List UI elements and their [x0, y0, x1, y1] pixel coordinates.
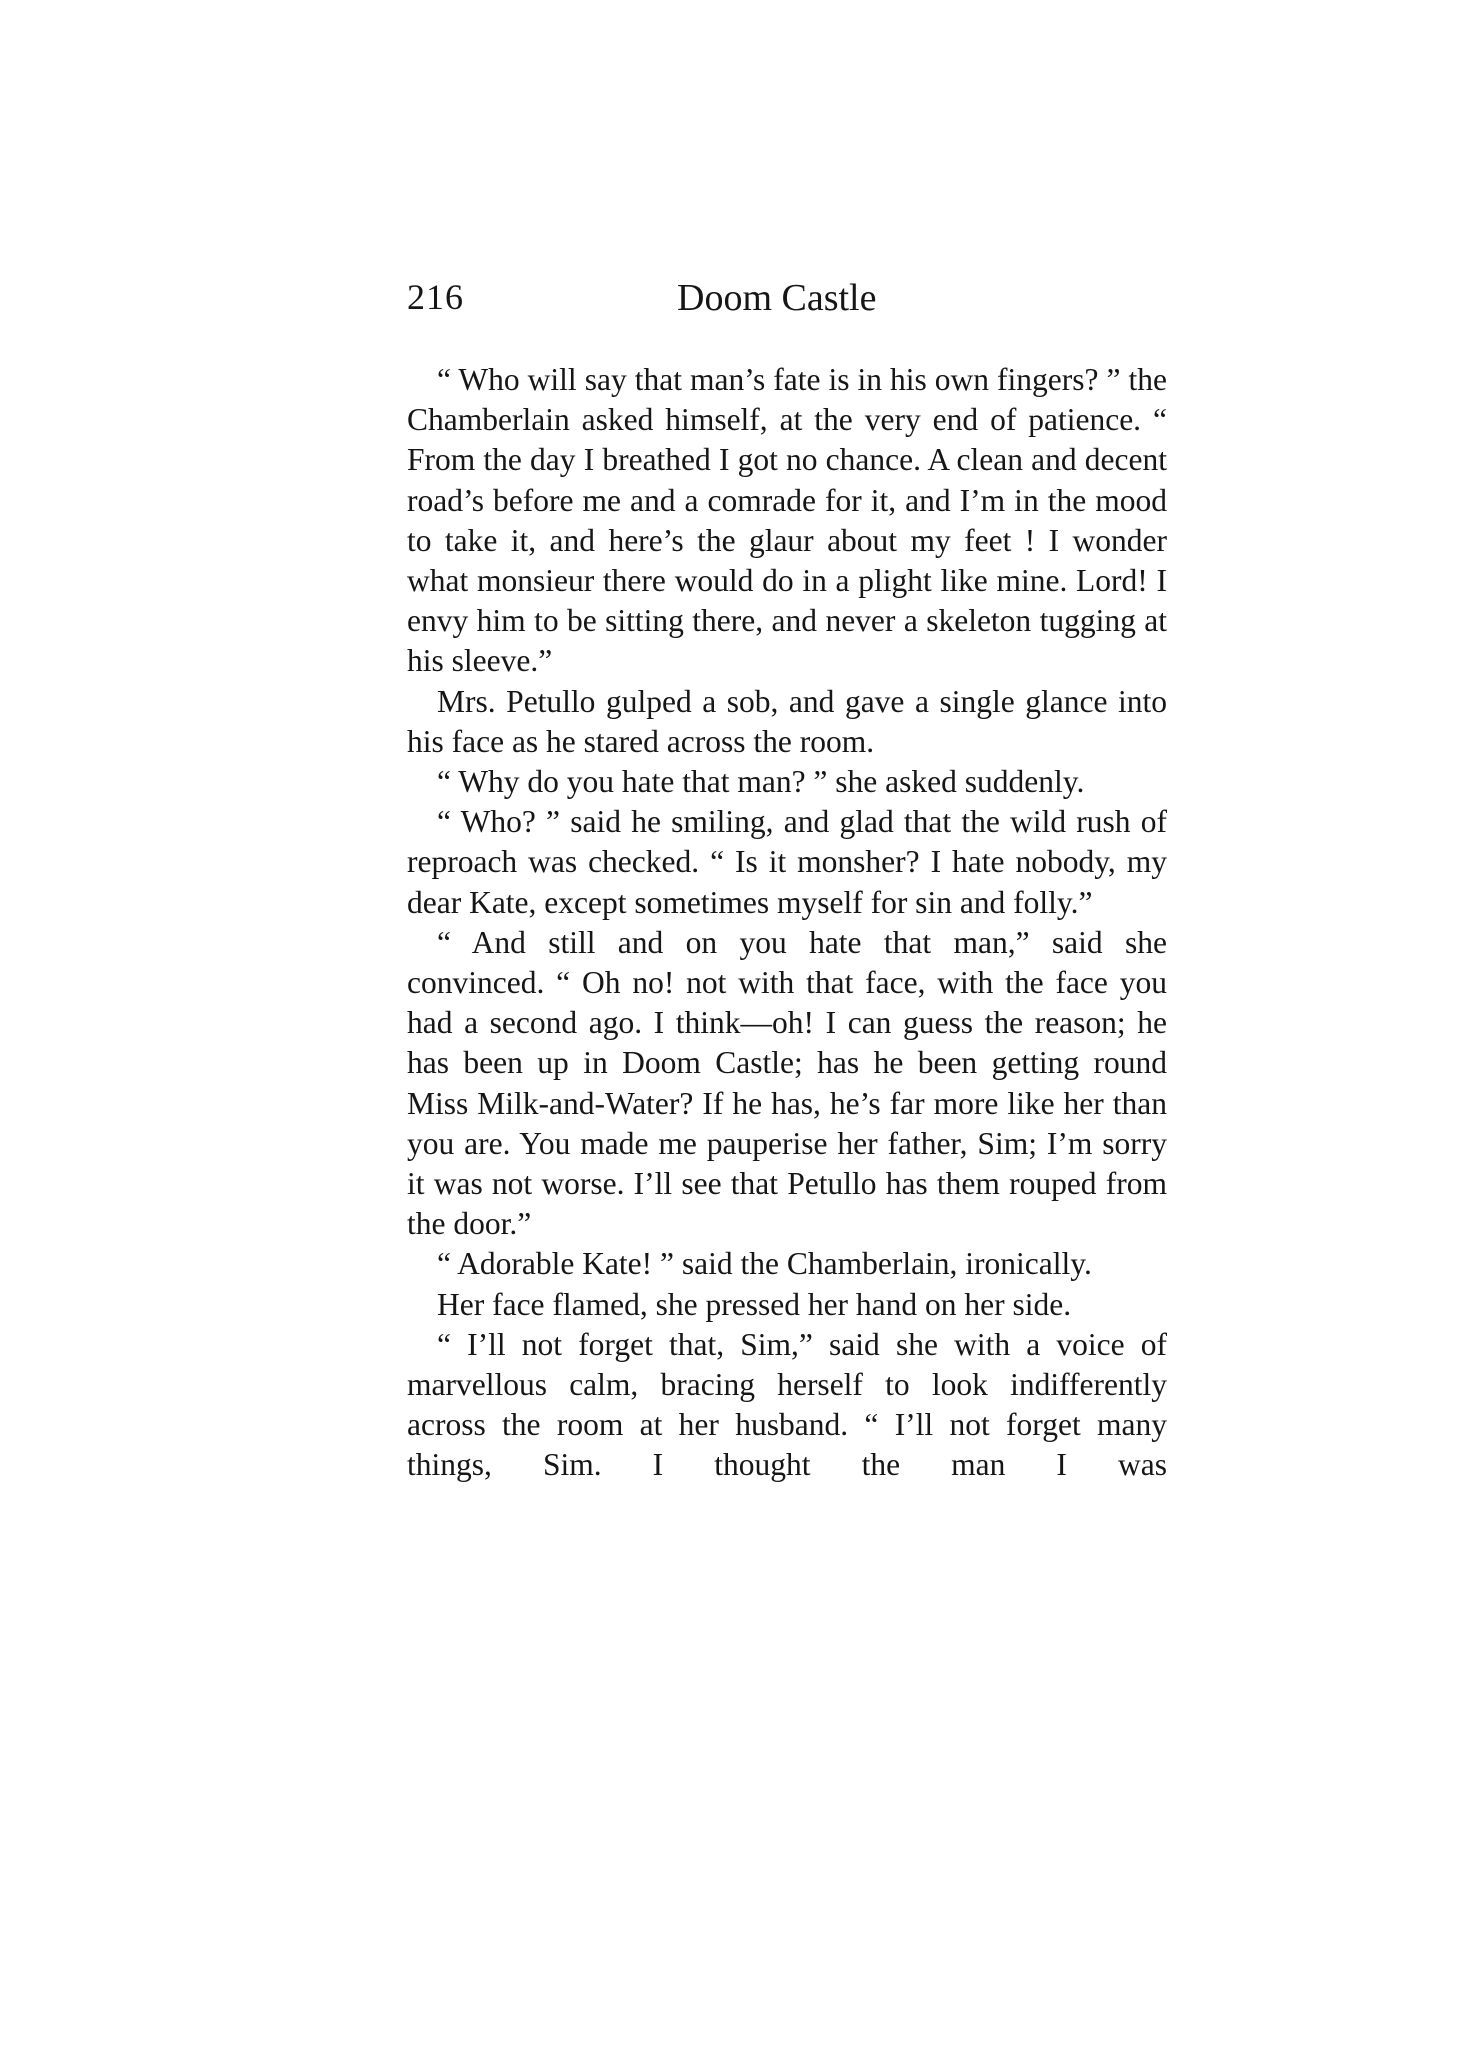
- paragraph: “ And still and on you hate that man,” said she convinced. “ Oh no! not with that face, with the face you had a second ago. I think—oh! I can guess the reason; he has been up in Doom Castle; has he been getting round Miss Milk-and-Water? If he has, he’s far more like her than you are. You made me pauperise her father, Sim; I’m sorry it was not worse. I’ll see that Petullo has them rouped from the door.”: [407, 924, 1167, 1242]
- book-title: Doom Castle: [677, 277, 877, 319]
- paragraph: “ Who will say that man’s fate is in his own fingers? ” the Chamberlain asked himself, at the very end of patience. “ From the day I breathed I got no chance. A clean and decent road’s before me and a comrade for it, and I’m in the mood to take it, and here’s the glaur about my feet ! I wonder what monsieur there would do in a plight like mine. Lord! I envy him to be sitting there, and never a skeleton tugging at his sleeve.”: [407, 362, 1167, 679]
- paragraph: “ Adorable Kate! ” said the Chamberlain, ironically.: [437, 1246, 1092, 1282]
- paragraph: “ Who? ” said he smiling, and glad that the wild rush of reproach was checked. “ Is it monsher? I hate nobody, my dear Kate, except sometimes myself for sin and folly.”: [407, 804, 1167, 920]
- running-header: [407, 276, 1167, 336]
- page-number: 216: [407, 277, 464, 317]
- body-text: [407, 360, 1167, 1486]
- paragraph: “ I’ll not forget that, Sim,” said she with a voice of marvellous calm, bracing herself to look indifferently across the room at her husband. “ I’ll not forget many things, Sim. I thought the man I was: [407, 1326, 1167, 1483]
- paragraph: “ Why do you hate that man? ” she asked suddenly.: [437, 764, 1085, 800]
- paragraph: Her face flamed, she pressed her hand on her side.: [437, 1286, 1072, 1322]
- paragraph: Mrs. Petullo gulped a sob, and gave a single glance into his face as he stared across the room.: [407, 683, 1167, 759]
